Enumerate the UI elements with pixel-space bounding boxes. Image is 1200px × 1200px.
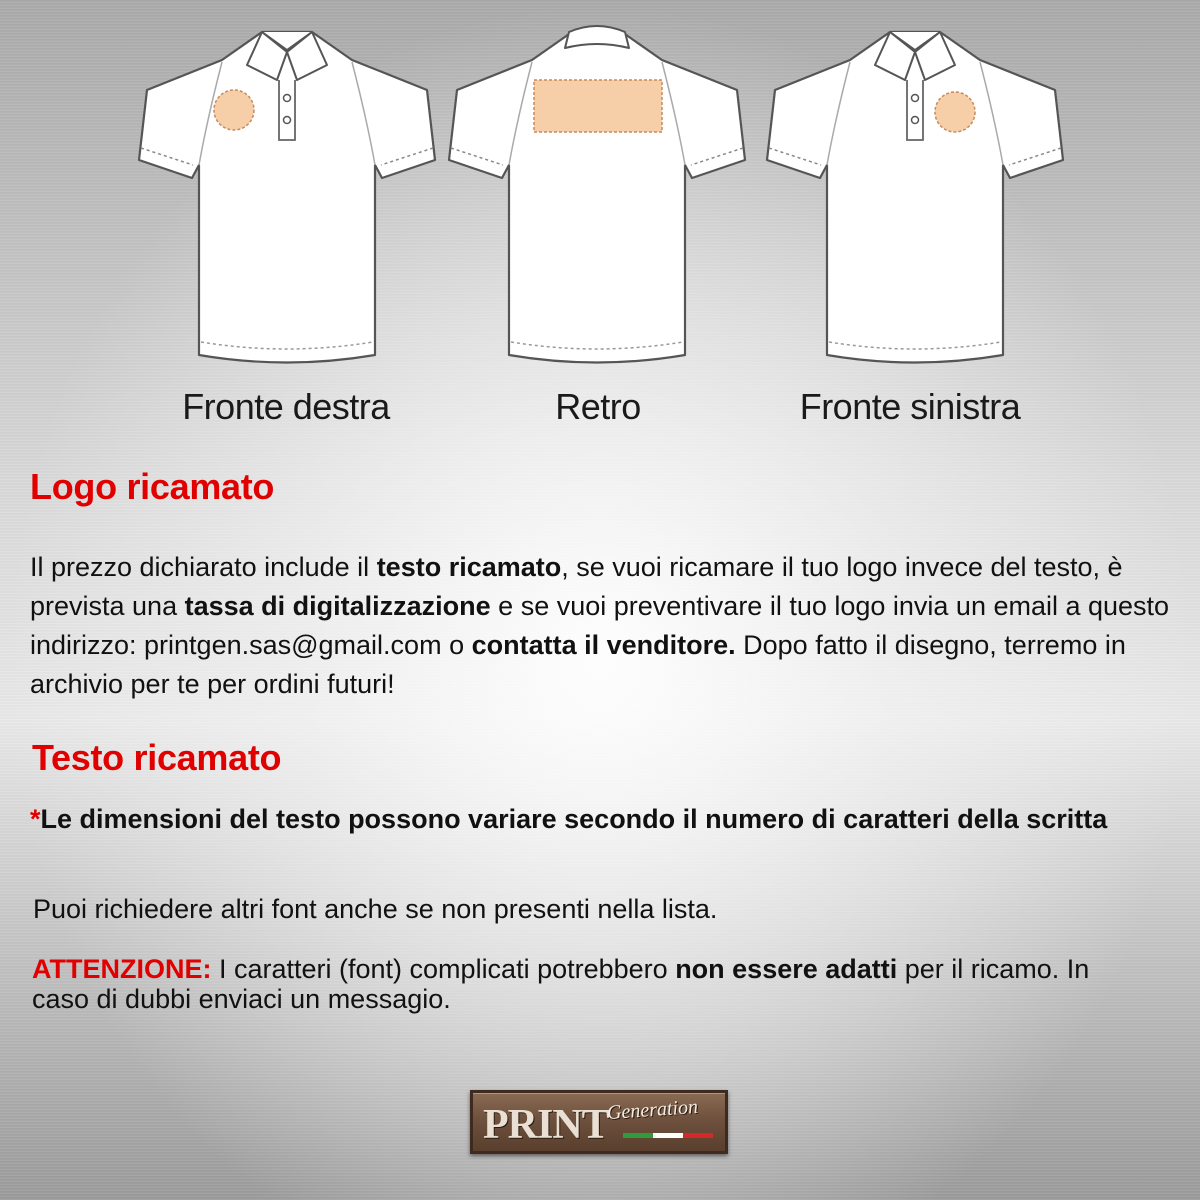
warning-note: ATTENZIONE: I caratteri (font) complicati potrebbero non essere adatti per il ricamo. In caso di dubbi enviaci un messagio. (32, 954, 1090, 1014)
caption-front-right: Fronte destra (182, 386, 390, 427)
shirt-front-left-image (755, 10, 1075, 370)
logo-word-print: PRINT (483, 1102, 609, 1148)
embroidery-zone-back (534, 80, 662, 132)
heading-logo-embroidered: Logo ricamato (30, 466, 275, 507)
logo-description: Il prezzo dichiarato include il testo ricamato, se vuoi ricamare il tuo logo invece del testo, è prevista una tassa di digitalizzazione e se vuoi preventivare il tuo logo invia un email a questo indirizzo: printgen.sas@gmail.com o contatta il venditore. Dopo fatto il disegno, terremo in archivio per te per ordini futuri! (30, 552, 1170, 699)
caption-front-left: Fronte sinistra (799, 386, 1021, 427)
embroidery-zone-right-chest (935, 92, 975, 132)
shirt-front-right-image (127, 10, 447, 370)
font-request-note: Puoi richiedere altri font anche se non presenti nella lista. (33, 894, 718, 924)
print-generation-logo (470, 1090, 728, 1154)
caption-back: Retro (555, 386, 641, 427)
text-size-note: *Le dimensioni del testo possono variare secondo il numero di caratteri della scritta (30, 804, 1108, 834)
logo-word-generation: Generation (606, 1095, 699, 1125)
italian-flag-icon (623, 1133, 713, 1138)
embroidery-zone-left-chest (214, 90, 254, 130)
shirt-back-image (437, 10, 757, 370)
heading-text-embroidered: Testo ricamato (32, 737, 282, 778)
